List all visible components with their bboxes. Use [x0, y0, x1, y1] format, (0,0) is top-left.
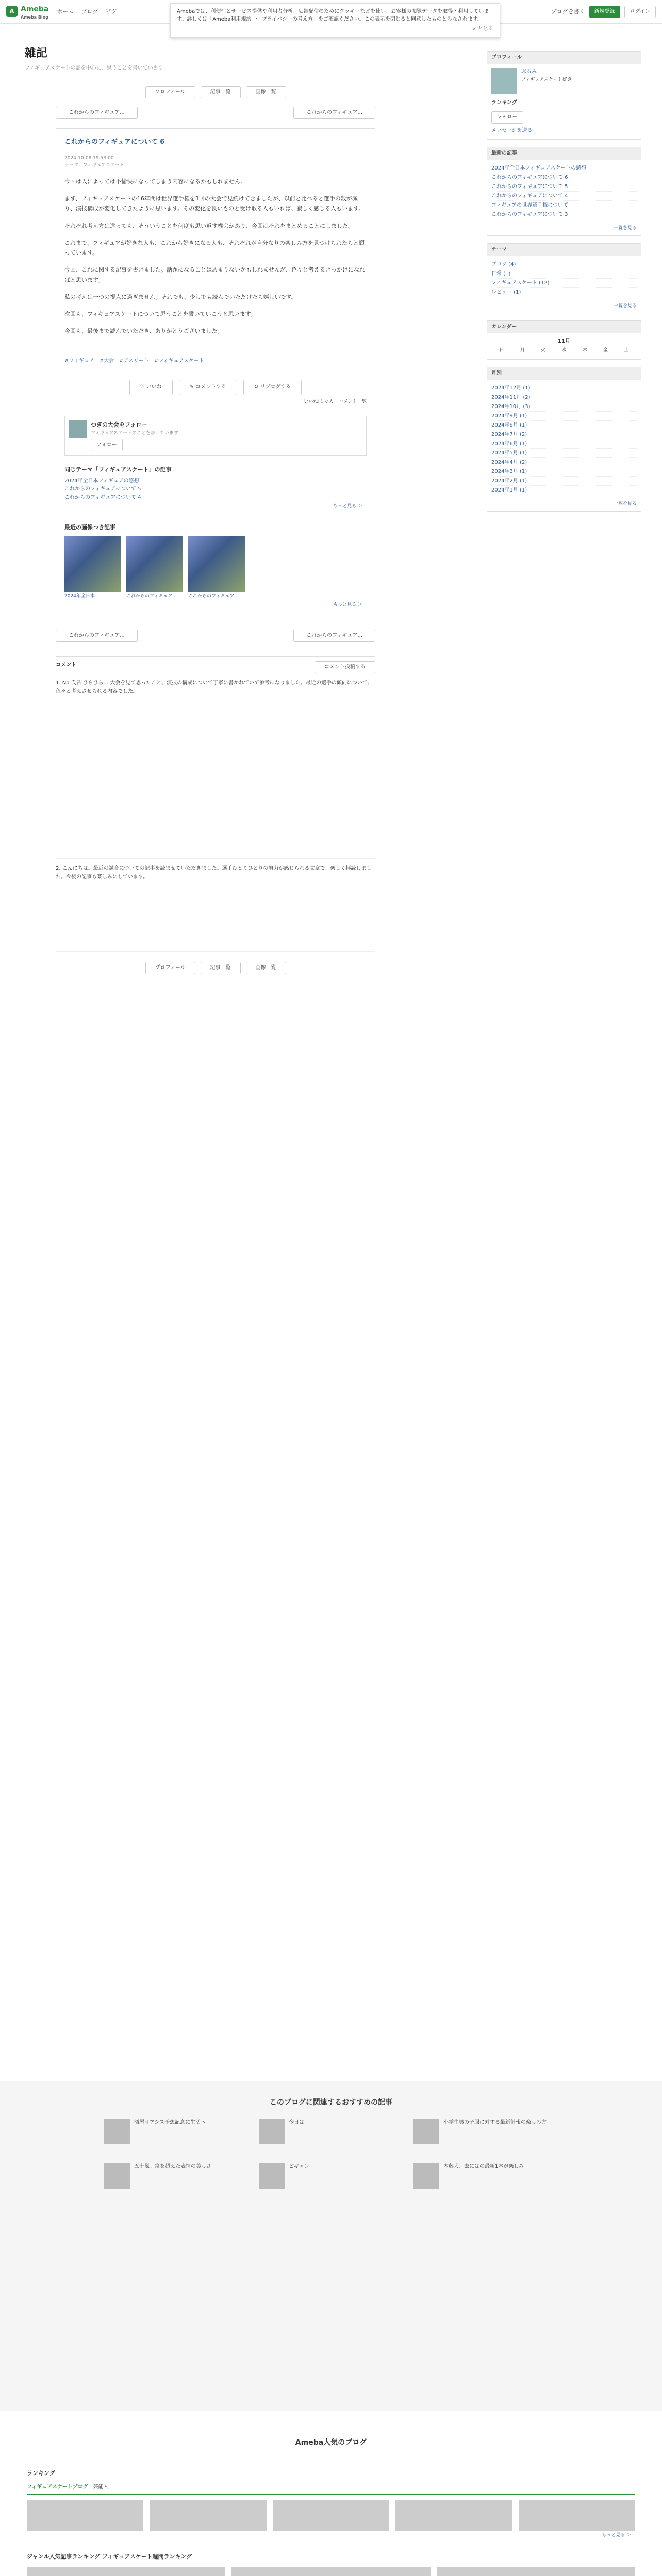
ranking-card[interactable]: [395, 2500, 512, 2531]
genre-thumb: [231, 2567, 430, 2576]
like-button[interactable]: ♡ いいね: [129, 380, 173, 395]
blog-title[interactable]: 雑記: [25, 47, 48, 60]
entries-button-bottom[interactable]: 記事一覧: [201, 962, 241, 974]
theme-more-link[interactable]: 一覧を見る: [613, 303, 637, 309]
follow-name[interactable]: つぎの大会をフォロー: [91, 421, 147, 428]
weekday: 水: [561, 347, 567, 353]
hashtag[interactable]: #大会: [99, 358, 114, 364]
related-item[interactable]: 2024年全日本フィギュアの感想: [64, 478, 139, 484]
ranking-thumb: [27, 2500, 143, 2531]
article-meta: [64, 155, 367, 170]
ranking-heading: ランキング: [27, 2470, 55, 2477]
ranking-heading: ランキング: [491, 100, 517, 106]
profile-name[interactable]: ぶるみ: [521, 69, 537, 75]
archive-item[interactable]: 2024年2月 (1): [491, 477, 637, 486]
article-paragraph: まず、フィギュアスケートの16年間は世界選手権を3回の大会で見続けてきましたが、以前と比べると選手の数が減り、演技構成が変化してきたように思います。その変化を良いものと受け取る人もいれば、寂しく感じる人もいます。: [64, 195, 365, 212]
flower-image: [188, 536, 245, 592]
reblog-button[interactable]: ↻ リブログする: [243, 380, 302, 395]
article-body: [64, 177, 367, 336]
ranking-thumb: [150, 2500, 266, 2531]
flower-image: [126, 536, 183, 592]
nav-blog[interactable]: ブログ: [81, 8, 98, 15]
popular-heading: Ameba人気のブログ: [295, 2438, 367, 2447]
cookie-banner: [170, 3, 500, 38]
recommend-item[interactable]: [413, 2163, 558, 2197]
hashtags: [64, 357, 367, 365]
recommend-text: 小学生男の子服に対する最新計報の楽しみ方: [443, 2120, 547, 2126]
article-theme[interactable]: テーマ：フィギュアスケート: [64, 163, 124, 168]
follow-box: [64, 416, 367, 456]
archive-item[interactable]: 2024年3月 (1): [491, 467, 637, 477]
flower-image: [64, 536, 121, 592]
weekday: 金: [603, 347, 608, 353]
entries-button[interactable]: 記事一覧: [201, 86, 241, 98]
calendar-box: [487, 320, 641, 360]
calendar-heading: カレンダー: [487, 321, 641, 333]
comment-button[interactable]: ✎ コメントする: [179, 380, 237, 395]
ranking-card[interactable]: [519, 2500, 635, 2531]
images-more-link[interactable]: もっと見る ＞: [333, 602, 362, 607]
recommend-text: ピギャン: [289, 2164, 309, 2170]
article-paragraph: 私の考えは一つの視点に過ぎません。それでも、少しでも読んでいただけたら嬉しいです。: [64, 293, 297, 300]
cookie-close-button[interactable]: × とじる: [472, 26, 493, 32]
images-button-bottom[interactable]: 画像一覧: [246, 962, 286, 974]
recommend-text: 内藤大、去にはの最新1本が楽しみ: [443, 2164, 524, 2170]
genre-card[interactable]: [27, 2567, 225, 2576]
recommend-item[interactable]: [104, 2163, 249, 2197]
recommend-section: [0, 2081, 662, 2411]
comment-item: 2. こんにちは。最近の試合についての記事を読ませていただきました。選手ひとりひとりの努力が感じられる文章で、楽しく拝読しました。今後の記事も楽しみにしています。: [56, 859, 375, 952]
genre-card[interactable]: [231, 2567, 430, 2576]
image-caption: 2024年全日本...: [64, 594, 100, 599]
genre-thumb: [27, 2567, 225, 2576]
archive-item[interactable]: 2024年6月 (1): [491, 439, 637, 449]
recommend-thumb: [259, 2119, 285, 2144]
theme-item[interactable]: レビュー (1): [491, 288, 637, 297]
archive-item[interactable]: 2024年7月 (2): [491, 430, 637, 439]
theme-heading: テーマ: [487, 244, 641, 256]
recommend-item[interactable]: [413, 2119, 558, 2153]
like-list-link[interactable]: いいね!した人: [304, 399, 334, 404]
recommend-item[interactable]: [259, 2119, 403, 2153]
related-more-link[interactable]: もっと見る ＞: [333, 504, 362, 510]
recommend-text: 酒屋オアシス予想記念に生活へ: [134, 2120, 206, 2126]
recommend-item[interactable]: [259, 2163, 403, 2197]
weekday: 日: [499, 347, 504, 353]
blog-description: フィギュアスケートの話を中心に、思うことを書いています。: [25, 65, 168, 72]
article: [56, 128, 375, 620]
archive-item[interactable]: 2024年10月 (3): [491, 402, 637, 412]
tab-figure-skating[interactable]: フィギュアスケートブログ: [27, 2484, 88, 2490]
comment-item: 1. No.氏名 ひらひら... 大会を見て思ったこと、演技の構成について丁寧に書かれていて参考になりました。最近の選手の傾向について、色々と考えさせられる内容でした。: [56, 673, 375, 859]
archive-item[interactable]: 2024年11月 (2): [491, 393, 637, 402]
hashtag[interactable]: #フィギュアスケート: [154, 358, 205, 364]
recent-post[interactable]: これからのフィギュアについて 6: [491, 173, 637, 182]
comment-list-link[interactable]: コメント一覧: [338, 399, 367, 404]
recommend-thumb: [104, 2119, 130, 2144]
image-thumb[interactable]: [126, 536, 183, 600]
main-column: [25, 82, 406, 978]
weekday: 木: [582, 347, 587, 353]
weekday: 火: [541, 347, 546, 353]
archive-item[interactable]: 2024年9月 (1): [491, 412, 637, 421]
follow-desc: フィギュアスケートのことを書いています: [91, 430, 178, 436]
ranking-card[interactable]: [150, 2500, 266, 2531]
next-post-button-bottom[interactable]: これからのフィギュア...: [293, 630, 375, 642]
recommend-thumb: [413, 2119, 439, 2144]
recommend-thumb: [104, 2163, 130, 2189]
archive-heading: 月別: [487, 367, 641, 380]
profile-box: [487, 51, 641, 140]
weekday: 土: [624, 347, 629, 353]
ameba-logo-icon: A: [6, 6, 18, 17]
nav-pigg[interactable]: ピグ: [105, 8, 117, 15]
ranking-card[interactable]: [273, 2500, 389, 2531]
profile-heading: プロフィール: [487, 52, 641, 64]
article-paragraph: これまで、フィギュアが好きな人も、これから好きになる人も、それぞれが自分なりの楽しみ方を見つけられたらと願っています。: [64, 239, 365, 257]
image-caption: これからのフィギュア...: [188, 594, 239, 599]
next-post-button[interactable]: これからのフィギュア...: [293, 107, 375, 119]
prev-post-button[interactable]: これからのフィギュア...: [56, 107, 138, 119]
recent-posts-box: [487, 147, 641, 235]
article-paragraph: 今回も、最後まで読んでいただき、ありがとうございました。: [64, 328, 223, 335]
recent-post[interactable]: これからのフィギュアについて 4: [491, 192, 637, 201]
cookie-text: Amebaでは、利便性とサービス提供や利用者分析、広告配信のためにクッキーなどを使い、お客様の閲覧データを取得・利用しています。詳しくは「Ameba利用規約」・「プライバシーの考え方」をご確認ください。この表示を閉じると同意したものとみなされます。: [177, 9, 489, 22]
post-comment-button[interactable]: コメント投稿する: [315, 661, 375, 673]
profile-button-bottom[interactable]: プロフィール: [145, 962, 195, 974]
image-thumb[interactable]: [64, 536, 121, 600]
archive-item[interactable]: 2024年8月 (1): [491, 421, 637, 430]
avatar: [69, 420, 87, 438]
ameba-logo[interactable]: [6, 4, 48, 19]
calendar-month: 11月: [558, 338, 570, 344]
genre-thumb: [437, 2567, 635, 2576]
recent-more-link[interactable]: 一覧を見る: [613, 226, 637, 231]
brand-name: Ameba: [21, 5, 49, 14]
reblog-label: リブログする: [260, 384, 291, 390]
nav-home[interactable]: ホーム: [57, 8, 74, 15]
recommend-text: 五十嵐。富を超えた表情の美しさ: [134, 2164, 211, 2170]
archive-more-link[interactable]: 一覧を見る: [613, 501, 637, 507]
related-item[interactable]: これからのフィギュアについて 4: [64, 495, 141, 501]
image-caption: これからのフィギュア...: [126, 594, 177, 599]
article-paragraph: 次回も、フィギュアスケートについて思うことを書いていこうと思います。: [64, 311, 256, 318]
popular-section: [0, 2421, 662, 2576]
hashtag[interactable]: #アスリート: [119, 358, 149, 364]
ranking-thumb: [395, 2500, 512, 2531]
calendar-grid: [491, 346, 637, 355]
recent-heading: 最新の記事: [487, 147, 641, 160]
profile-button[interactable]: プロフィール: [145, 86, 195, 98]
recent-post[interactable]: これからのフィギュアについて 3: [491, 210, 637, 219]
recent-post[interactable]: 2024年全日本フィギュアスケートの感想: [491, 164, 637, 173]
genre-heading: ジャンル人気記事ランキング フィギュアスケート週間ランキング: [27, 2553, 192, 2561]
article-date: 2024-10-08 19:53:00: [64, 155, 114, 161]
ranking-more-link[interactable]: もっと見る ＞: [602, 2532, 631, 2538]
register-button[interactable]: 新規登録: [589, 6, 620, 18]
profile-avatar[interactable]: [491, 68, 517, 94]
weekday: 月: [520, 347, 525, 353]
brand-sub: Ameba Blog: [21, 14, 48, 20]
archive-item[interactable]: 2024年5月 (1): [491, 449, 637, 458]
related-item[interactable]: これからのフィギュアについて 5: [64, 486, 141, 493]
archive-item[interactable]: 2024年1月 (1): [491, 486, 637, 495]
images-button[interactable]: 画像一覧: [246, 86, 286, 98]
comments-heading: コメント: [56, 662, 76, 668]
article-paragraph: 今回、これに関する記事を書きました。話題になることはあまりないかもしれませんが、色々と考えるきっかけになればと思います。: [64, 266, 365, 283]
recommend-thumb: [259, 2163, 285, 2189]
sidebar: [487, 51, 641, 978]
top-nav: [57, 7, 117, 16]
archive-item[interactable]: 2024年12月 (1): [491, 384, 637, 393]
images-heading: 最近の画像つき記事: [64, 523, 115, 531]
theme-item[interactable]: 日常 (1): [491, 269, 637, 279]
related-heading: 同じテーマ「フィギュアスケート」の記事: [64, 466, 172, 473]
tab-celebrity[interactable]: 芸能人: [93, 2484, 109, 2490]
prev-post-button-bottom[interactable]: これからのフィギュア...: [56, 630, 138, 642]
profile-desc: フィギュアスケート好き: [521, 77, 572, 83]
recent-post[interactable]: フィギュアの世界選手権について: [491, 201, 637, 210]
recommend-heading: このブログに関連するおすすめの記事: [269, 2098, 393, 2107]
like-label: いいね: [146, 384, 162, 390]
message-link[interactable]: メッセージを送る: [491, 128, 533, 134]
hashtag[interactable]: #フィギュア: [64, 358, 94, 364]
genre-card[interactable]: [437, 2567, 635, 2576]
ranking-thumb: [519, 2500, 635, 2531]
article-title[interactable]: これからのフィギュアについて 6: [64, 137, 367, 151]
theme-box: [487, 243, 641, 313]
recent-post[interactable]: これからのフィギュアについて 5: [491, 182, 637, 192]
comment-label: コメントする: [195, 384, 226, 390]
write-blog-link[interactable]: ブログを書く: [551, 8, 585, 15]
recommend-thumb: [413, 2163, 439, 2189]
follow-button[interactable]: フォロー: [91, 439, 123, 451]
theme-item[interactable]: フィギュアスケート (12): [491, 279, 637, 288]
image-thumb[interactable]: [188, 536, 245, 600]
recommend-item[interactable]: [104, 2119, 249, 2153]
follow-blog-button[interactable]: フォロー: [491, 111, 523, 124]
article-paragraph: 今回は人によっては不愉快になってしまう内容になるかもしれません。: [64, 178, 246, 185]
recommend-text: 今日は: [289, 2120, 304, 2126]
article-paragraph: それぞれ考え方は違っても、そういうことを何度も思い返す機会があり、今回はそれをまとめることにしました。: [64, 222, 354, 229]
login-button[interactable]: ログイン: [624, 6, 656, 18]
archive-box: [487, 367, 641, 511]
comments-section: [56, 656, 375, 952]
theme-item[interactable]: ブログ (4): [491, 260, 637, 269]
ranking-thumb: [273, 2500, 389, 2531]
ranking-card[interactable]: [27, 2500, 143, 2531]
archive-item[interactable]: 2024年4月 (2): [491, 458, 637, 467]
